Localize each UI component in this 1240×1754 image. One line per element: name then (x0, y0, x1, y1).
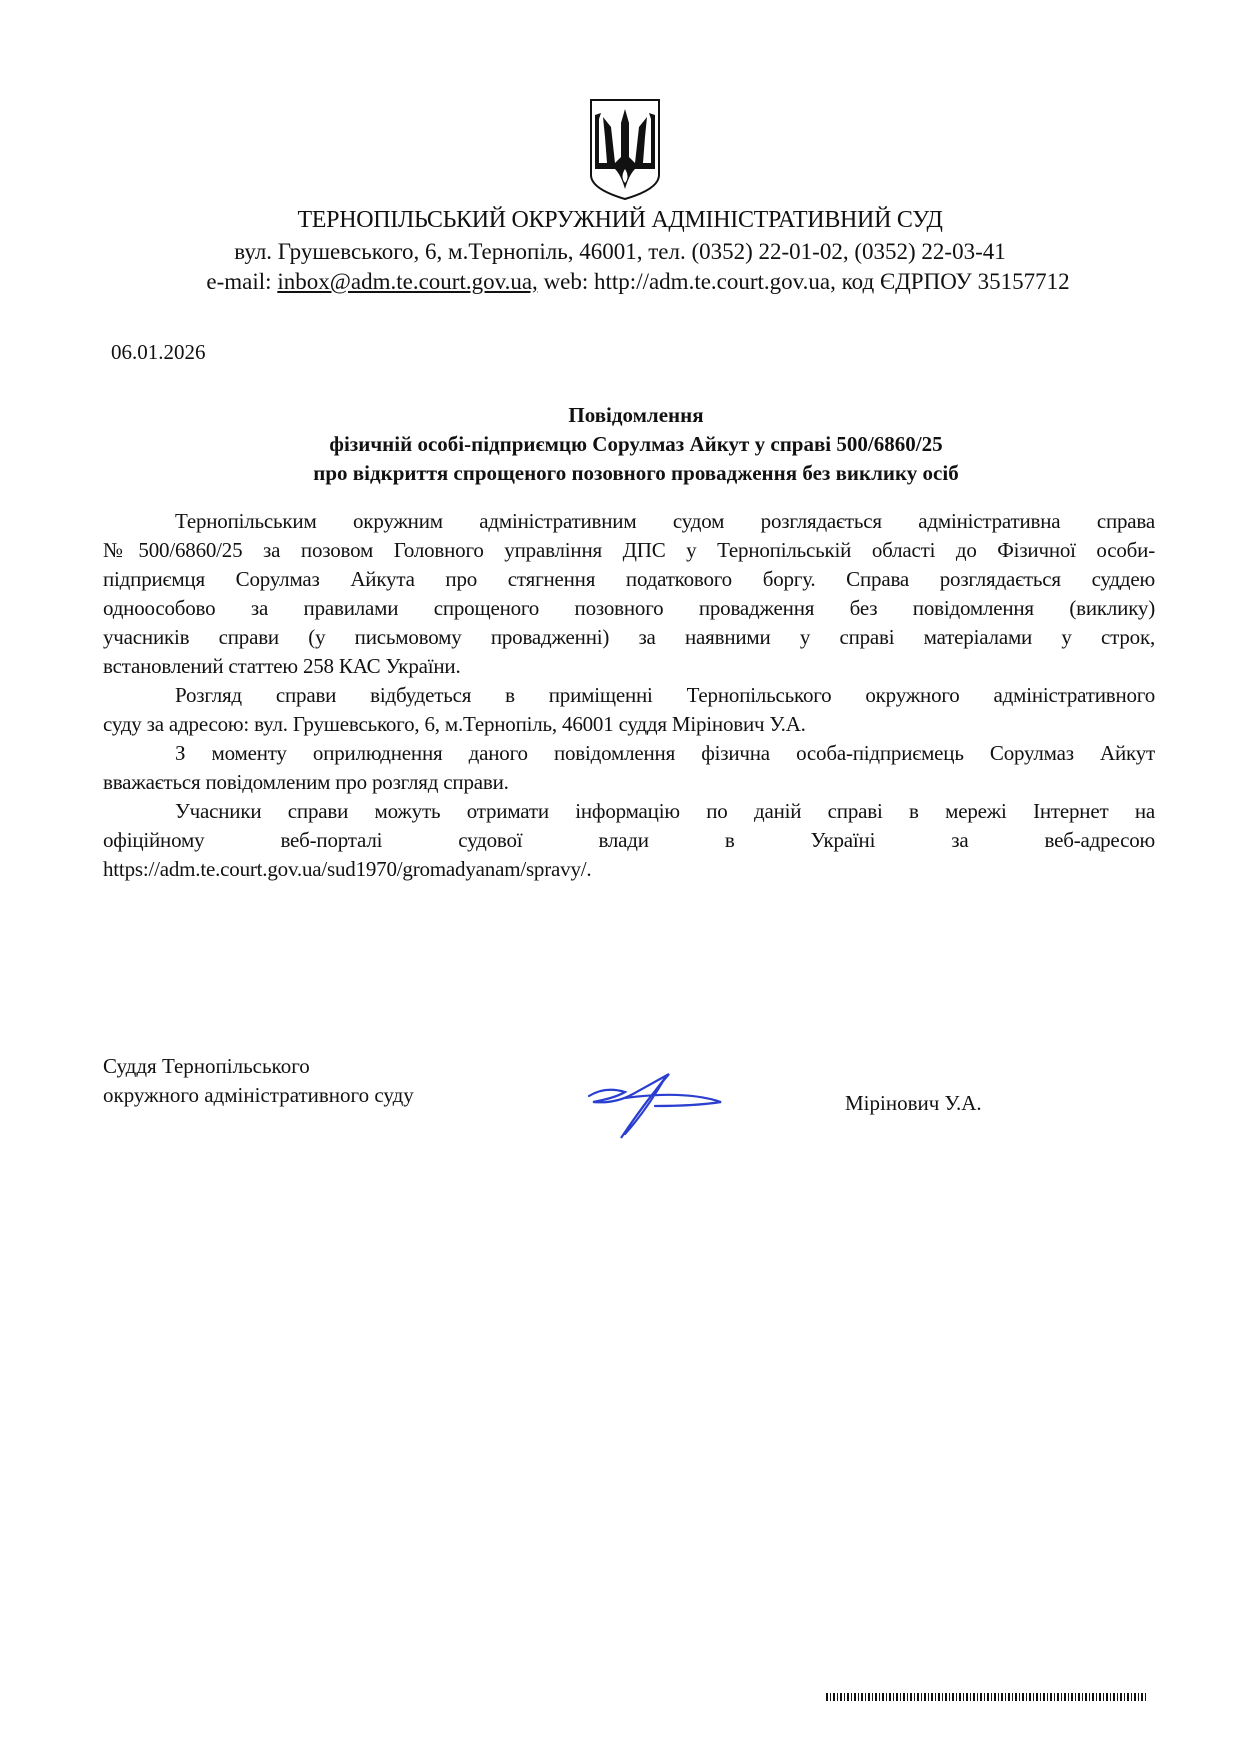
email-link[interactable]: inbox@adm.te.court.gov.ua, (277, 269, 538, 294)
word: за (951, 828, 969, 852)
email-label: e-mail: (206, 269, 278, 294)
notice-subtitle-2: про відкриття спрощеного позовного провадження без виклику осіб (313, 461, 959, 485)
notice-subtitle-1: фізичній особі-підприємцю Сорулмаз Айкут у справі 500/6860/25 (329, 432, 943, 456)
coat-of-arms-icon (587, 97, 663, 201)
judge-name: Мірінович У.А. (845, 1091, 982, 1115)
paragraph-line: одноособово за правилами спрощеного позовного провадження без повідомлення (виклику) (103, 596, 1155, 620)
judge-position-line1: Суддя Тернопільського (103, 1054, 310, 1078)
web-and-code: web: http://adm.te.court.gov.ua, код ЄДРПОУ 35157712 (537, 269, 1070, 294)
court-address: вул. Грушевського, 6, м.Тернопіль, 46001, тел. (0352) 22-01-02, (0352) 22-03-41 (234, 239, 1006, 264)
notice-title: Повідомлення (568, 403, 704, 427)
word: влади (598, 828, 649, 852)
paragraph-line: Учасники справи можуть отримати інформацію по даній справі в мережі Інтернет на (175, 799, 1155, 823)
paragraph-line: підприємця Сорулмаз Айкута про стягнення податкового боргу. Справа розглядається суддею (103, 567, 1155, 591)
paragraph-line: №500/6860/25 за позовом Головного управління ДПС у Тернопільській області до Фізичної особи- (103, 538, 1155, 562)
word: в (724, 828, 735, 852)
word: Україні (810, 828, 876, 852)
paragraph-line: вважається повідомленим про розгляд справи. (103, 770, 509, 794)
paragraph-line: Розгляд справи відбудеться в приміщенні Тернопільського окружного адміністративного (175, 683, 1155, 707)
paragraph-line: встановлений статтею 258 КАС України. (103, 654, 461, 678)
court-name: ТЕРНОПІЛЬСЬКИЙ ОКРУЖНИЙ АДМІНІСТРАТИВНИЙ СУД (297, 207, 943, 233)
court-contacts (0, 268, 1240, 296)
word: офіційному (103, 828, 205, 852)
paragraph-line: Тернопільським окружним адміністративним судом розглядається адміністративна справа (175, 509, 1155, 533)
barcode (826, 1693, 1146, 1701)
judge-position-line2: окружного адміністративного суду (103, 1083, 414, 1107)
handwritten-signature (585, 1072, 725, 1142)
paragraph-line (103, 826, 1155, 855)
word: веб-порталі (280, 828, 383, 852)
notice-body (103, 507, 1155, 884)
paragraph-line: З моменту оприлюднення даного повідомлення фізична особа-підприємець Сорулмаз Айкут (175, 741, 1155, 765)
word: веб-адресою (1044, 828, 1155, 852)
paragraph-line[interactable]: https://adm.te.court.gov.ua/sud1970/gromadyanam/spravy/. (103, 857, 592, 881)
word: судової (458, 828, 523, 852)
paragraph-line: суду за адресою: вул. Грушевського, 6, м.Тернопіль, 46001 суддя Мірінович У.А. (103, 712, 806, 736)
document-date: 06.01.2026 (111, 340, 206, 364)
paragraph-line: учасників справи (у письмовому провадженні) за наявними у справі матеріалами у строк, (103, 625, 1155, 649)
